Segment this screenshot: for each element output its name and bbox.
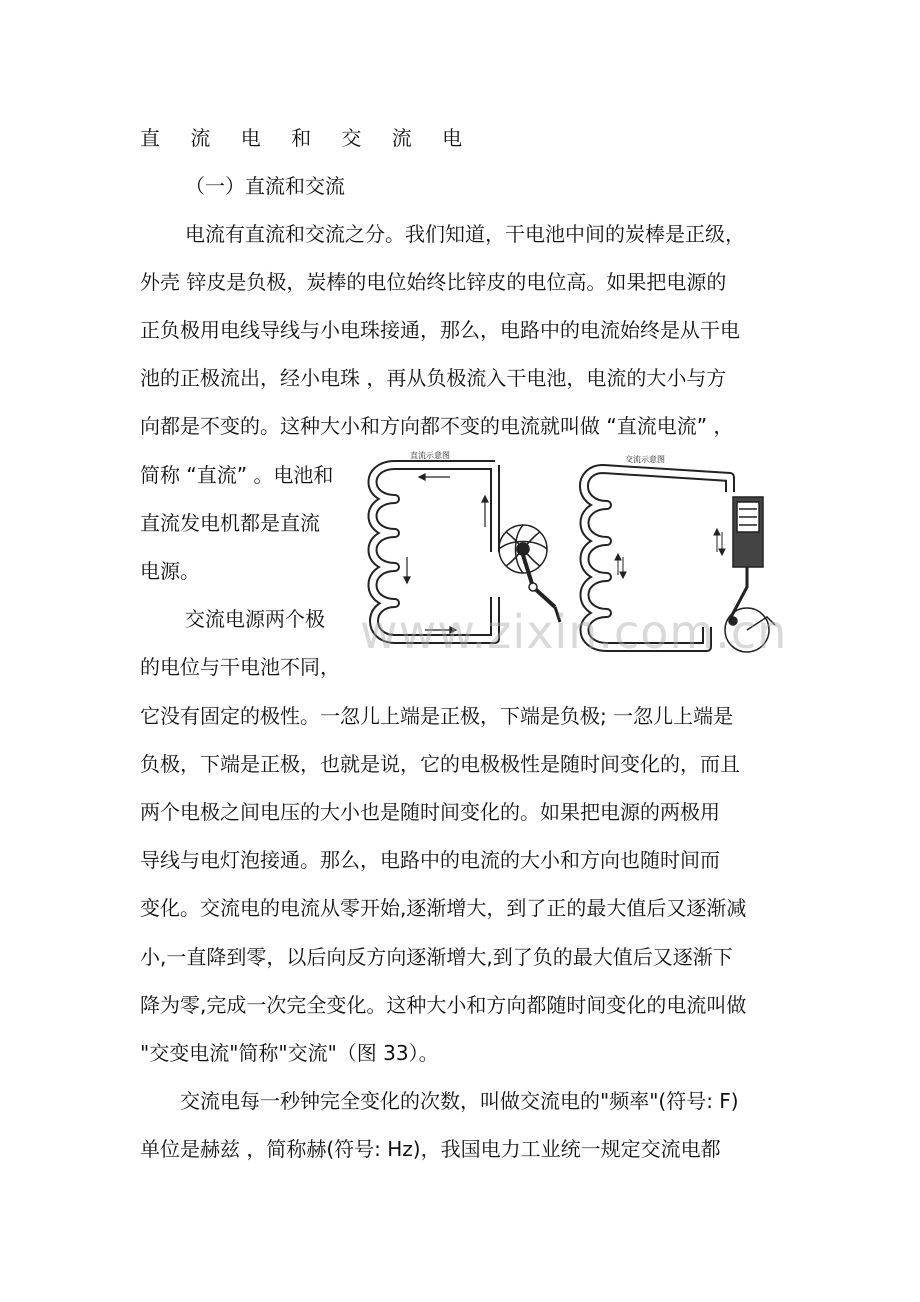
document-title: 直 流 电 和 交 流 电 xyxy=(140,126,475,150)
paragraph-line: 的电位与干电池不同， xyxy=(140,655,340,679)
paragraph-line: "交变电流"简称"交流"（图 33）。 xyxy=(140,1041,439,1065)
paragraph-line: 它没有固定的极性。一忽儿上端是正极，下端是负极; 一忽儿上端是 xyxy=(140,704,734,728)
paragraph-line: 池的正极流出，经小电珠 ，再从负极流入干电池，电流的大小与方 xyxy=(140,366,727,390)
paragraph-line: 两个电极之间电压的大小也是随时间变化的。如果把电源的两极用 xyxy=(140,800,720,824)
alternating-arrow-icon xyxy=(615,529,725,578)
paragraph-line: 导线与电灯泡接通。那么，电路中的电流的大小和方向也随时间而 xyxy=(140,848,720,872)
paragraph-line: 降为零,完成一次完全变化。这种大小和方向都随时间变化的电流叫做 xyxy=(140,993,747,1017)
paragraph-line: 小,一直降到零，以后向反方向逐渐增大,到了负的最大值后又逐渐下 xyxy=(140,945,733,969)
paragraph-line: 向都是不变的。这种大小和方向都不变的电流就叫做 “直流电流” ， xyxy=(140,414,734,438)
paragraph-line: 直流发电机都是直流 xyxy=(140,511,320,535)
paragraph-line: 电源。 xyxy=(140,559,200,583)
paragraph-line: 简称 “直流” 。电池和 xyxy=(140,463,334,487)
paragraph-line: 单位是赫兹 ，简称赫(符号: Hz)，我国电力工业统一规定交流电都 xyxy=(140,1137,721,1161)
section-heading: （一）直流和交流 xyxy=(185,174,345,198)
paragraph-line: 负极，下端是正极，也就是说，它的电极极性是随时间变化的，而且 xyxy=(140,752,740,776)
paragraph-line: 交流电每一秒钟完全变化的次数，叫做交流电的"频率"(符号: F) xyxy=(180,1089,739,1113)
paragraph-line: 变化。交流电的电流从零开始,逐渐增大，到了正的最大值后又逐渐减 xyxy=(140,896,747,920)
dc-diagram-label: 直流示意图 xyxy=(410,451,450,460)
paragraph-line: 电流有直流和交流之分。我们知道，干电池中间的炭棒是正级， xyxy=(185,222,745,246)
paragraph-line: 外壳 锌皮是负极，炭棒的电位始终比锌皮的电位高。如果把电源的 xyxy=(140,270,727,294)
paragraph-line: 交流电源两个极 xyxy=(185,607,325,631)
ac-diagram-label: 交流示意图 xyxy=(625,455,665,464)
paragraph-line: 正负极用电线导线与小电珠接通，那么，电路中的电流始终是从干电 xyxy=(140,318,740,342)
watermark: www.zixin.com.cn xyxy=(360,605,788,659)
